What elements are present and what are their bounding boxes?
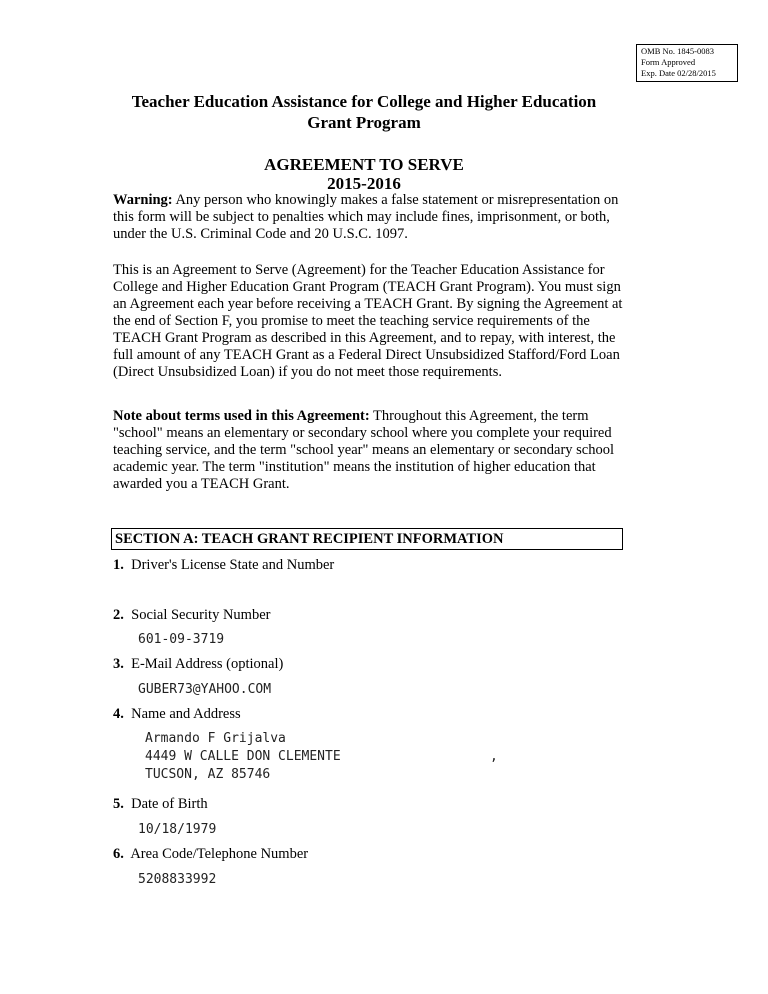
omb-number: OMB No. 1845-0083: [641, 46, 714, 56]
ssn-value: 601-09-3719: [138, 632, 225, 647]
telephone-value: 5208833992: [138, 872, 217, 887]
agreement-title: AGREEMENT TO SERVE: [264, 155, 464, 174]
section-a-heading: SECTION A: TEACH GRANT RECIPIENT INFORMATION: [111, 528, 623, 550]
item-email: [113, 656, 283, 673]
item-name-address: [113, 706, 241, 723]
dob-value: 10/18/1979: [138, 822, 217, 837]
warning-paragraph: [113, 192, 633, 243]
agreement-heading: [110, 155, 618, 193]
omb-form-approved: Form Approved: [641, 57, 696, 67]
form-title-line2: Grant Program: [307, 113, 421, 132]
item-date-of-birth: [113, 796, 208, 813]
warning-label: Warning:: [113, 192, 173, 208]
note-paragraph: [113, 408, 633, 493]
omb-box: [636, 44, 738, 82]
form-title-line1: Teacher Education Assistance for College and Higher Education: [131, 92, 597, 111]
item-label: Area Code/Telephone Number: [130, 846, 309, 862]
street-value: 4449 W CALLE DON CLEMENTE: [145, 749, 341, 764]
item-label: Social Security Number: [131, 607, 271, 623]
item-number: 5.: [113, 796, 124, 812]
note-text: Throughout this Agreement, the term "school" means an elementary or secondary school where you complete your required teaching service, and the term "school year" means an elementary or secondary school academic year. The term "institution" means the institution of higher education that awarded you a TEACH Grant.: [113, 408, 615, 492]
item-ssn: [113, 607, 270, 624]
item-number: 4.: [113, 706, 124, 722]
intro-paragraph: This is an Agreement to Serve (Agreement) for the Teacher Education Assistance for College and Higher Education Grant Program (TEACH Grant Program). You must sign an Agreement each year before receiving a TEACH Grant. By signing the Agreement at the end of Section F, you promise to meet the teaching service requirements of the TEACH Grant Program as described in this Agreement, and to repay, with interest, the full amount of any TEACH Grant as a Federal Direct Unsubsidized Stafford/Ford Loan (Direct Unsubsidized Loan) if you do not meet those requirements.: [113, 262, 623, 380]
item-number: 3.: [113, 656, 124, 672]
item-number: 1.: [113, 557, 124, 573]
item-label: Name and Address: [131, 706, 241, 722]
email-value: GUBER73@YAHOO.COM: [138, 682, 272, 697]
omb-exp-date: Exp. Date 02/28/2015: [641, 68, 716, 78]
item-label: Driver's License State and Number: [131, 557, 335, 573]
item-number: 2.: [113, 607, 124, 623]
agreement-year: 2015-2016: [327, 174, 401, 193]
note-label: Note about terms used in this Agreement:: [113, 408, 370, 424]
name-value: Armando F Grijalva: [145, 731, 286, 746]
item-telephone: [113, 846, 308, 863]
item-drivers-license: [113, 557, 334, 574]
warning-text: Any person who knowingly makes a false statement or misrepresentation on this form will be subject to penalties which may include fines, imprisonment, or both, under the U.S. Criminal Code and 20 U.S.C. 1097.: [113, 192, 619, 242]
item-number: 6.: [113, 846, 124, 862]
street-comma: ,: [490, 749, 498, 764]
item-label: Date of Birth: [131, 796, 208, 812]
form-title: [110, 91, 618, 133]
city-value: TUCSON, AZ 85746: [145, 767, 271, 782]
item-label: E-Mail Address (optional): [131, 656, 284, 672]
